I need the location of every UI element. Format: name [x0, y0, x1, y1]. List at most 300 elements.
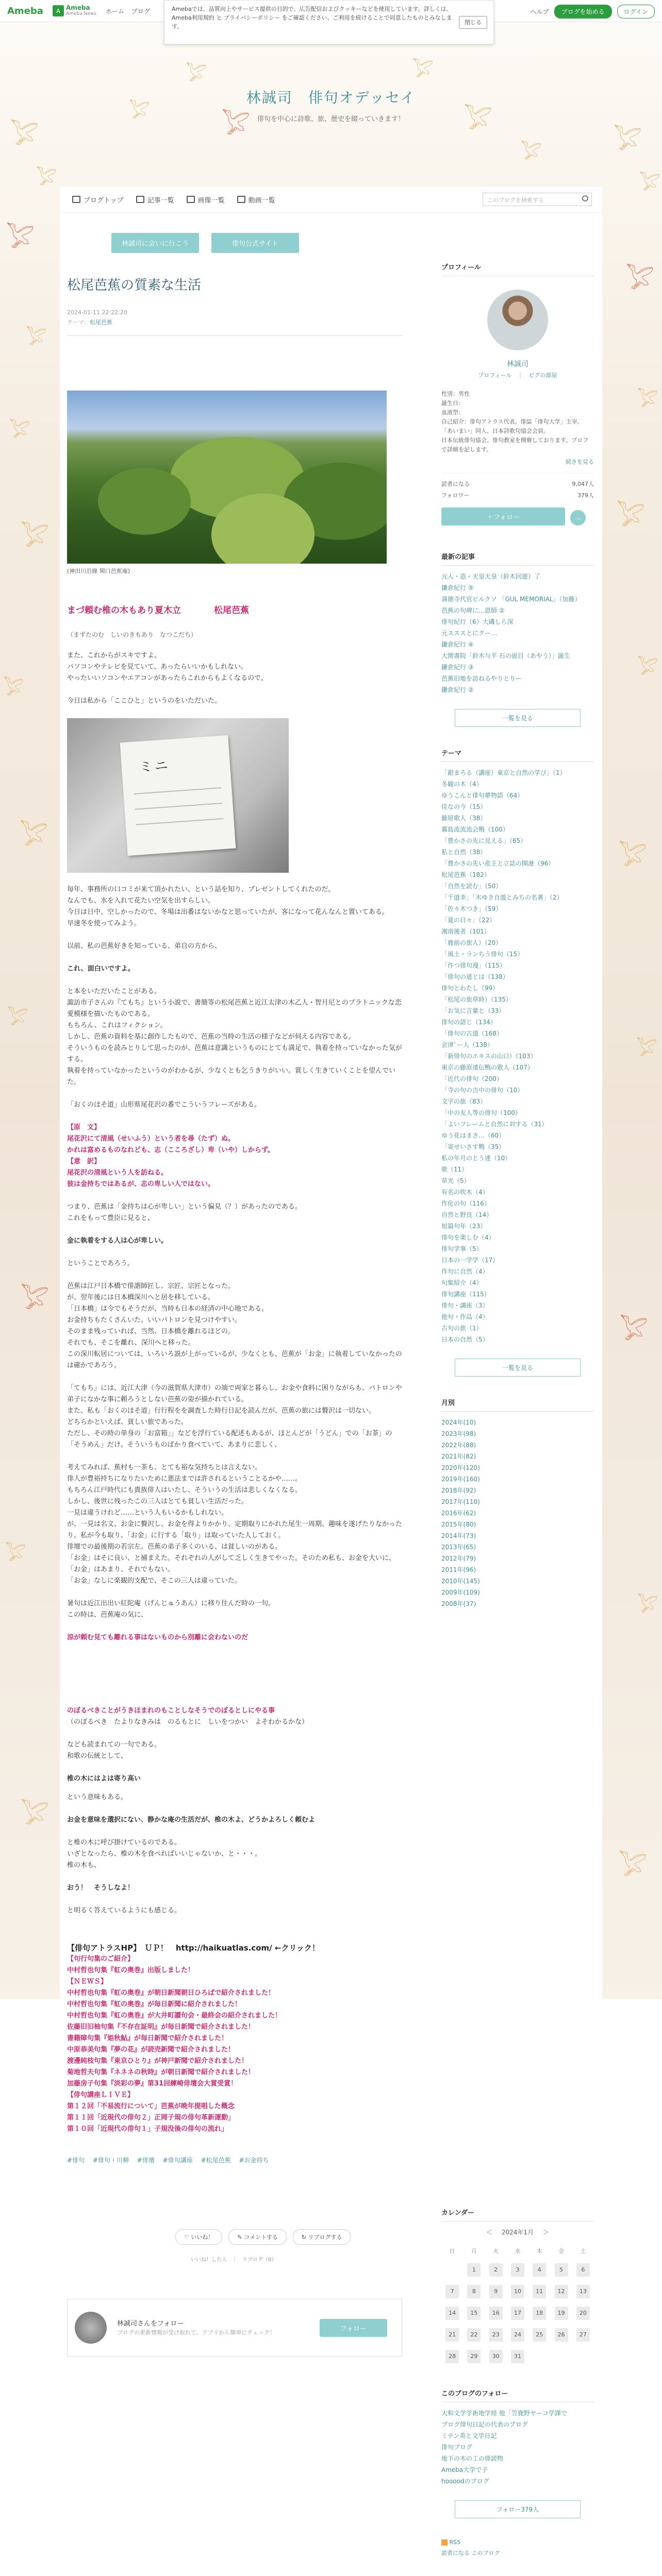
calendar-day-number: 5: [555, 2263, 568, 2277]
recent-item[interactable]: 満徳寺代官ビルクソ 「GUL MEMORIAL」（加藤）: [441, 596, 581, 603]
text-line: 芭蕉は江戸日本橋で俳諧師匠し、宗匠、宗匠となった。: [67, 1282, 235, 1290]
calendar-day[interactable]: [463, 2324, 485, 2346]
theme-item[interactable]: 古句の旅（1）: [441, 1325, 483, 1332]
calendar-day[interactable]: [550, 2281, 572, 2302]
comment-button[interactable]: ✎ コメントする: [228, 2229, 286, 2245]
paragraph-4: [67, 986, 402, 1111]
calendar-day: [441, 2259, 463, 2281]
theme-item[interactable]: 草光（5）: [441, 1177, 470, 1184]
calendar-day[interactable]: [485, 2346, 507, 2367]
calendar-day-number: 2: [489, 2263, 503, 2277]
theme-item[interactable]: 俳句学事（5）: [441, 1245, 483, 1252]
global-nav: [106, 7, 150, 15]
recent-item[interactable]: 鎌倉紀行 ②: [441, 686, 474, 693]
text-line: 尾花沢にて清風（せいふう）という者を尋（たず）ぬ。: [67, 1135, 235, 1143]
theme-link[interactable]: 松尾芭蕉: [90, 319, 112, 326]
calendar-day[interactable]: [528, 2259, 550, 2281]
month-item[interactable]: 2019年(160): [441, 1476, 480, 1483]
bird-decoration: 𓅯: [9, 421, 30, 442]
theme-item[interactable]: 自然と野良（14）: [441, 1211, 493, 1218]
calendar-day[interactable]: [550, 2324, 572, 2346]
follow-card-button[interactable]: フォロー: [320, 2319, 387, 2337]
calendar-day-number: 24: [511, 2328, 524, 2342]
stat-followers[interactable]: [441, 491, 594, 499]
theme-item[interactable]: 歌（11）: [441, 1166, 468, 1173]
ameba-news-sub: Ameba News: [65, 11, 96, 16]
theme-item[interactable]: 松尾芭蕉（182）: [441, 871, 490, 878]
calendar-day-number: 3: [511, 2263, 524, 2277]
theme-item[interactable]: 湘南後者（101）: [441, 928, 490, 935]
reblog-button[interactable]: ↻ リブログする: [293, 2229, 351, 2245]
theme-item[interactable]: 霧島流流流会鴨（100）: [441, 826, 509, 833]
bird-decoration: 𓅯: [21, 523, 49, 551]
cookie-close-button[interactable]: 閉じる: [459, 16, 487, 29]
theme-item[interactable]: 俳句を楽しむ（4）: [441, 1234, 495, 1241]
calendar-day-number: 18: [533, 2307, 546, 2320]
text-line: 今日は日中、空しかったので、冬場は出番はないかなと思っていたが、客になって花んなんと置いてある。: [67, 908, 389, 916]
calendar-day[interactable]: [441, 2281, 463, 2302]
bird-decoration: 𓅯: [617, 503, 645, 531]
month-item[interactable]: 2021年(82): [441, 1453, 476, 1460]
promo-line: 【ＮＥＷＳ】: [67, 1978, 108, 1986]
theme-item[interactable]: 「銀まろる（講座）東京と自然の学び」（1）: [441, 769, 566, 776]
help-link[interactable]: ヘルプ: [530, 8, 549, 15]
theme-item[interactable]: 「俳句の道とは（138）: [441, 973, 509, 980]
calendar-day-number: 11: [533, 2285, 546, 2298]
calendar-day[interactable]: [507, 2324, 528, 2346]
nav-blog-top[interactable]: [72, 195, 124, 205]
theme-item[interactable]: 「夏の日々」（22）: [441, 917, 496, 924]
bird-decoration: 𓅯: [36, 168, 57, 189]
text-line: 俳人が豊裕持ちになりたいために悪法までは許されるということるかや……。: [67, 1475, 302, 1483]
promo-line[interactable]: 中村哲也句集『虹の奥巻』が毎日新聞に紹介されました！: [67, 2001, 242, 2008]
monthly-heading: 月別: [441, 1397, 594, 1412]
paragraph-11: [67, 1598, 402, 1621]
theme-item[interactable]: 俳句の語じ（134）: [441, 1019, 496, 1026]
reader-link[interactable]: 読者になる このブログ: [441, 2550, 500, 2556]
recent-item[interactable]: 芭蕉旧地を訪ねるやりとりー: [441, 675, 522, 682]
promo-line[interactable]: 中原恭美句集『夢の花』が読売新聞で紹介されました！: [67, 2046, 235, 2054]
month-item[interactable]: 2010年(145): [441, 1578, 480, 1585]
calendar-day-number: 1: [467, 2263, 481, 2277]
calendar-day-number: 25: [533, 2328, 546, 2342]
promo-line[interactable]: 第１２回「不易流行について」芭蕉が晩年提唱した概念: [67, 2103, 235, 2110]
text-line: 「日本橋」は今でもそうだが、当時も日本の経済の中心地である。: [67, 1305, 269, 1313]
text-line: お金持ちもたくさんいた。いいパトロンを見つけやすい。: [67, 1316, 241, 1324]
recent-list: [441, 571, 594, 696]
theme-label: テーマ：: [67, 319, 90, 326]
bird-decoration: 𓅯: [186, 64, 207, 85]
text-line: 彼は金持ちではあるが、志の卑しい人ではない。: [67, 1180, 214, 1188]
search-icon[interactable]: [582, 195, 588, 201]
calendar-day-number: 4: [533, 2263, 546, 2277]
promo-line[interactable]: 中村哲也句集『虹の奥巻』が朝日新聞朝日ひろばで紹介されました！: [67, 1989, 275, 1997]
recent-item[interactable]: 俳句紀行（6）大磯しら深: [441, 618, 514, 625]
haiku-2-text: のぼるべきことがうきほまれのもことしなそうでのぼるとしにやる事: [67, 1707, 275, 1715]
profile-read-more[interactable]: 続きを見る: [566, 459, 594, 465]
text-line: かれは富めるものなれども、志（こころざし）卑（いや）しからず。: [67, 1146, 274, 1154]
profile-name[interactable]: 林誠司: [507, 360, 528, 368]
calendar-day[interactable]: [507, 2302, 528, 2324]
paragraph-5: [67, 1201, 402, 1224]
following-heading: このブログのフォロー: [441, 2388, 594, 2402]
bird-decoration: 𓅯: [21, 1286, 49, 1314]
following-item[interactable]: ブログ俳句日記の代表のプログ: [441, 2421, 528, 2428]
recent-item[interactable]: 鎌倉紀行 ④: [441, 641, 474, 648]
theme-item[interactable]: 短篇句年（23）: [441, 1223, 487, 1230]
following-item[interactable]: ミテン英と文学日記: [441, 2432, 497, 2439]
theme-item[interactable]: 藤原歌人（38）: [441, 815, 487, 822]
blog-title[interactable]: 林誠司 俳句オデッセイ: [246, 89, 416, 106]
theme-item[interactable]: 私と自然（38）: [441, 849, 487, 856]
recent-item[interactable]: 元スススとにクー…: [441, 630, 498, 637]
calendar-day-number: 9: [489, 2285, 503, 2298]
meet-button[interactable]: 林誠司に会いに行こう: [111, 233, 199, 253]
calendar-day-number: 6: [576, 2263, 590, 2277]
month-item[interactable]: 2017年(110): [441, 1498, 480, 1505]
hashtag[interactable]: #お金持ち: [239, 2157, 269, 2164]
global-nav-home[interactable]: ホーム: [105, 7, 124, 15]
recent-item[interactable]: 鎌倉紀行 ⑤: [441, 584, 474, 591]
theme-item[interactable]: 「千道幸」「木ゆき自遊とみちの名著」（2）: [441, 894, 563, 901]
profile-avatar[interactable]: [487, 290, 548, 350]
theme-item[interactable]: 俳句・講座（3）: [441, 1302, 489, 1309]
calendar-day-number: 13: [576, 2285, 590, 2298]
search-placeholder: このブログを検索する: [487, 197, 544, 204]
month-item[interactable]: 2015年(80): [441, 1521, 476, 1528]
ameba-news-icon: A: [53, 5, 64, 16]
article-title[interactable]: 松尾芭蕉の質素な生活: [67, 278, 202, 293]
theme-item[interactable]: 日本の自然（5）: [441, 1336, 489, 1343]
text-line: パソコンやテレビを見ていて、あったらいいかもしれない。: [67, 663, 248, 671]
text-line: 涼が頼む見ても離れる事はないものから別離に会わないのだ: [67, 1634, 249, 1641]
hashtag[interactable]: #俳壇: [137, 2157, 155, 2164]
promo-title: 【俳句アトラスHP】 ＵＰ！: [67, 1943, 168, 1953]
month-item[interactable]: 2008年(37): [441, 1600, 476, 1607]
promo-link[interactable]: http://haikuatlas.com/: [175, 1943, 272, 1953]
promo-line[interactable]: 中村哲也句集『虹の奥巻』が大井町讃句会・最終会の紹介されました！: [67, 2012, 282, 2020]
theme-item[interactable]: 「鹿前の旅人）（20）: [441, 939, 502, 946]
text-line: 「お金」はそに良い、と捕まえた。それぞれの人がして乏しく生きてやった。そのため私も、お金を大いに、「お金」はあまり、それでもない。: [67, 1554, 396, 1573]
theme-item[interactable]: 「お気に言葉と（33）: [441, 1007, 505, 1014]
next-month-icon[interactable]: ＞: [542, 2229, 549, 2236]
calendar-day[interactable]: [485, 2281, 507, 2302]
theme-item[interactable]: 東京の藤原達伝鴨の歌人（107）: [441, 1064, 534, 1071]
text-line: いざとなったら、椎の木を食べればいいじゃないか、と・・・。: [67, 1850, 262, 1858]
paragraph-9: [67, 1383, 402, 1451]
text-line: 和歌の伝統として、: [67, 1752, 127, 1760]
month-item[interactable]: 2011年(96): [441, 1566, 476, 1573]
following-item[interactable]: 大和文学学術地学経 他「笠鹿野ヤーコ学課で: [441, 2410, 567, 2417]
promo-line[interactable]: 加藤房子句集『淡彩の夢』第31回練崎俳壇会大賞受賞！: [67, 2080, 238, 2088]
hashtag[interactable]: #松尾芭蕉: [201, 2157, 231, 2164]
calendar-day[interactable]: [463, 2302, 485, 2324]
calendar-day[interactable]: [550, 2302, 572, 2324]
calendar-day[interactable]: [485, 2324, 507, 2346]
month-item[interactable]: 2009年(109): [441, 1589, 480, 1596]
calendar-day[interactable]: [507, 2281, 528, 2302]
prev-month-icon[interactable]: ＜: [486, 2229, 493, 2236]
theme-item[interactable]: 文字の旅（83）: [441, 1098, 487, 1105]
calendar-day[interactable]: [528, 2302, 550, 2324]
theme-item[interactable]: 「佐々木つき」（59）: [441, 905, 502, 912]
like-button[interactable]: ♡ いいね！: [175, 2229, 222, 2245]
following-item[interactable]: hoooodのブログ: [441, 2478, 489, 2485]
hashtag[interactable]: #俳句・川柳: [92, 2157, 129, 2164]
paragraph-8: [67, 1281, 402, 1371]
theme-item[interactable]: 「近代の俳句（200）: [441, 1075, 503, 1082]
month-item[interactable]: 2016年(62): [441, 1510, 476, 1517]
bird-decoration: 𓅯: [614, 127, 642, 155]
photo-foliage: [98, 468, 191, 535]
calendar-day-number: 29: [467, 2350, 481, 2363]
login-button[interactable]: ログイン: [617, 5, 655, 19]
haiku-author: 松尾芭蕉: [214, 605, 249, 616]
theme-item[interactable]: 「豊かさの先い産主と立誌の開港（96）: [441, 860, 555, 867]
calendar-day[interactable]: [572, 2324, 594, 2346]
calendar-nav: [441, 2228, 594, 2236]
promo-line[interactable]: 中村哲也句集『虹の奥巻』出版しました！: [67, 1967, 195, 1974]
bird-decoration: 𓅯: [7, 1008, 28, 1029]
ameba-news-logo[interactable]: [53, 5, 96, 17]
theme-more-button[interactable]: 一覧を見る: [455, 1359, 581, 1377]
global-nav-blog[interactable]: ブログ: [131, 7, 150, 15]
nav-label: ブログトップ: [84, 196, 124, 205]
nav-entry-list[interactable]: [136, 195, 174, 205]
month-item[interactable]: 2022年(88): [441, 1442, 476, 1449]
calendar-day[interactable]: [528, 2281, 550, 2302]
theme-item[interactable]: 他句・作品（4）: [441, 1313, 489, 1320]
recent-item[interactable]: 元人・造・天皇天皇（鈴木回遊）了: [441, 573, 541, 580]
rss-link[interactable]: [441, 2539, 594, 2546]
promo-line: 【俳句講座ＬＩＶＥ】: [67, 2091, 135, 2099]
promo-line[interactable]: 書籍障句集『姫秋鮎』が毎日新聞で紹介されました！: [67, 2035, 228, 2042]
calendar-day[interactable]: [507, 2259, 528, 2281]
text-line: 【意 訳】: [67, 1158, 101, 1165]
theme-item[interactable]: 句集紹介（4）: [441, 1279, 483, 1286]
text-line: どちらかといえば、貧しい旅であった。: [67, 1418, 188, 1426]
theme-item[interactable]: 「寺の句の吉中の俳句（10）: [441, 1087, 524, 1094]
weekday-label: 水: [515, 2248, 521, 2255]
text-line: 一見は違うけれど……という人もいるかもしれない。: [67, 1509, 228, 1517]
like-label: いいね！: [191, 2234, 214, 2241]
theme-item[interactable]: 俳句講座（115）: [441, 1291, 490, 1298]
profile-links[interactable]: プロフィール ｜ ピグの部屋: [478, 372, 557, 379]
text-line: 「あいまい」同人、日本詩歌句協会会員。: [441, 428, 549, 434]
calendar-day[interactable]: [572, 2281, 594, 2302]
reaction-links[interactable]: いいね！した人 ｜ リブログ（0）: [191, 2257, 277, 2263]
haiku-2: [67, 1705, 402, 1728]
text-line: [67, 684, 402, 696]
month-item[interactable]: 2020年(120): [441, 1464, 480, 1471]
theme-item[interactable]: 有名の吹木（4）: [441, 1189, 489, 1196]
following-item[interactable]: Ameba大学で子: [441, 2466, 488, 2473]
month-item[interactable]: 2013年(65): [441, 1544, 476, 1551]
theme-item[interactable]: 「自然を読む」（50）: [441, 883, 502, 890]
calendar-month: 2024年1月: [501, 2229, 534, 2236]
following-item[interactable]: 俳句ブログ: [441, 2444, 473, 2451]
promo-line[interactable]: 佐藤旧旧柚句集『不存在証明』が毎日新聞で紹介されました！: [67, 2023, 255, 2031]
calendar-day[interactable]: [485, 2259, 507, 2281]
theme-item[interactable]: 「豊かさの先に見える」（65）: [441, 837, 527, 844]
theme-item[interactable]: 「中の友人等の俳句（100）: [441, 1109, 521, 1116]
text-line: お金を意味を選択にない、静かな庵の生活だが、椎の木よ、どうかよろしく頼むよ: [67, 1816, 316, 1824]
bird-decoration: 𓅯: [637, 390, 658, 411]
month-item[interactable]: 2012年(79): [441, 1555, 476, 1562]
bird-decoration: 𓅯: [619, 1853, 647, 1880]
recent-item[interactable]: 鎌倉紀行 ③: [441, 664, 474, 671]
text-line: つまり、芭蕉は「金持ちは心が卑しい」という偏見（？）があったのである。: [67, 1203, 302, 1211]
calendar-day-number: 17: [511, 2307, 524, 2320]
bird-decoration: 𓅯: [5, 1544, 26, 1565]
promo-click: ←クリック！: [274, 1943, 320, 1953]
calendar-day-number: 19: [555, 2307, 568, 2320]
card-line: [136, 818, 224, 825]
theme-item[interactable]: ゆう花はまさ…（60）: [441, 1132, 505, 1139]
text-line: ということであろう。: [67, 1260, 135, 1267]
paragraph-17: [67, 1905, 402, 1917]
calendar-day-number: 14: [445, 2307, 459, 2320]
feature-buttons: [111, 233, 402, 253]
nav-video-list[interactable]: [237, 195, 275, 205]
theme-item[interactable]: 会津ﾞー人（138）: [441, 1041, 493, 1048]
start-blog-button[interactable]: ブログを始める: [554, 5, 612, 19]
text-line: 尾花沢の清風という人を訪ねる。: [67, 1169, 168, 1177]
theme-item[interactable]: 作句に自然（4）: [441, 1268, 489, 1275]
ameba-logo[interactable]: Ameba: [7, 5, 43, 16]
text-line: 日本伝統俳句協会。俳句教室を開催しております。プロフで詳細を記します。: [441, 437, 589, 453]
text-line: しかし、芭蕉の資料を基に創作したもので、芭蕉の当時の生活の様子などが伺える内容である。: [67, 1033, 355, 1041]
calendar-day[interactable]: [463, 2259, 485, 2281]
recent-item[interactable]: 芭蕉の句碑に…恩師 ②: [441, 607, 505, 614]
content-wrapper: [60, 187, 602, 2576]
calendar-day-number: 8: [467, 2285, 481, 2298]
promo-line[interactable]: 菊地哲夫句集『ネネネの秋時』が朝日新聞で紹介されました！: [67, 2069, 255, 2076]
promo-line[interactable]: 第１０回「近現代の俳句１」子規没後の俳句の流れ」: [67, 2125, 228, 2133]
haiku-text: まづ頼む椎の木もあり夏木立: [67, 605, 181, 616]
theme-item[interactable]: 俳句とわたし（99）: [441, 985, 499, 992]
calendar-day[interactable]: [485, 2302, 507, 2324]
calendar-day[interactable]: [507, 2346, 528, 2367]
calendar-day[interactable]: [441, 2302, 463, 2324]
hashtag[interactable]: #俳句: [67, 2157, 85, 2164]
rss-label: RSS: [449, 2539, 461, 2546]
more-menu-icon[interactable]: …: [570, 510, 586, 526]
official-site-button[interactable]: 俳句公式サイト: [211, 233, 299, 253]
calendar-day[interactable]: [441, 2346, 463, 2367]
paragraph-14: [67, 1815, 402, 1826]
text-line: この時は、芭蕉庵の気に、: [67, 1611, 148, 1619]
gift-photo[interactable]: [67, 718, 289, 873]
stat-value: 9,047人: [572, 481, 594, 487]
calendar-day[interactable]: [463, 2346, 485, 2367]
profile-follow-button[interactable]: ＋フォロー: [441, 507, 565, 526]
calendar-weekdays: [441, 2243, 594, 2259]
calendar-day[interactable]: [463, 2281, 485, 2302]
weekday-label: 金: [558, 2248, 565, 2255]
paragraph-12: [67, 1739, 402, 1762]
theme-item[interactable]: 「松尾の旅草時）（135）: [441, 996, 512, 1003]
reblog-label: リブログする: [308, 2234, 342, 2241]
stats: [441, 473, 594, 499]
rss-icon: [441, 2539, 448, 2546]
calendar-day[interactable]: [441, 2324, 463, 2346]
recent-item[interactable]: 大関書院「鈴木与平 石の面目（あやう）」誕生: [441, 652, 570, 659]
theme-item[interactable]: 冬観の木（4）: [441, 781, 483, 788]
calendar-day[interactable]: [572, 2259, 594, 2281]
article-column: [67, 233, 402, 2357]
text-line: 血液型：: [441, 409, 464, 416]
text-line: 「てもち」には、近江大津（今の滋賀県大津市）の端で両家と暮らし、お金や食料に困りながらも、パトロンや弟子になかな事に頼ろうとしない芭蕉の姿が描かれている。: [67, 1384, 402, 1403]
calendar-day[interactable]: [550, 2259, 572, 2281]
blog-nav: [60, 187, 602, 213]
blog-search-input[interactable]: [483, 193, 592, 206]
weekday-label: 木: [536, 2248, 542, 2255]
photo-card: [120, 735, 236, 856]
theme-item[interactable]: 私の年月のとう達（10）: [441, 1155, 511, 1162]
theme-item[interactable]: 日本の一学学（17）: [441, 1257, 499, 1264]
nav-image-list[interactable]: [187, 195, 225, 205]
paragraph-3: [67, 941, 402, 975]
text-line: 椎の木も、: [67, 1861, 101, 1869]
bird-decoration: 𓅯: [464, 106, 492, 134]
calendar-day[interactable]: [528, 2324, 550, 2346]
month-item[interactable]: 2023年(98): [441, 1430, 476, 1437]
text-line: 自己紹介：俳句アトラス代表。俳誌「俳句大学」主宰。: [441, 418, 583, 425]
avatar: [75, 2312, 107, 2344]
cookie-text: Amebaでは、品質向上やサービス提供の目的で、広告配信およびクッキーなどを使用しています。詳しくは、Ameba利用規約 と プライバシーポリシー をご確認ください。ご利用を続けることで同意したものとみなします。: [172, 6, 452, 30]
theme-heading: テーマ: [441, 748, 594, 762]
month-item[interactable]: 2018年(92): [441, 1487, 476, 1494]
article-photo[interactable]: [67, 391, 387, 564]
following-count-button[interactable]: フォロー379人: [455, 2500, 581, 2518]
paragraph-1: [67, 650, 402, 707]
theme-item[interactable]: ゆうこんと俳句夢物語（64）: [441, 792, 524, 799]
month-item[interactable]: 2014年(73): [441, 1532, 476, 1539]
follow-card: [67, 2299, 402, 2357]
stat-value: 379人: [577, 492, 594, 499]
theme-item[interactable]: 佳なの今（15）: [441, 803, 487, 810]
theme-item[interactable]: 作化の句（116）: [441, 1200, 490, 1207]
recent-more-button[interactable]: 一覧を見る: [455, 709, 581, 727]
text-line: 俳壇での最後期の若宗左。芭蕉の弟子多くのいる、は貧しいのがある。: [67, 1543, 282, 1551]
text-line: 以前、私の芭蕉好きを知っている、弟自の方から、: [67, 942, 222, 950]
hashtag[interactable]: #俳句講座: [162, 2157, 193, 2164]
paragraph-13: [67, 1773, 402, 1803]
theme-item[interactable]: 「新俳句のエキスの山口）（103）: [441, 1053, 537, 1060]
theme-item[interactable]: 「作つ俳句漫」（115）: [441, 962, 506, 969]
month-item[interactable]: 2024年(10): [441, 1419, 476, 1426]
following-item[interactable]: 地下の木の工の俳読物: [441, 2455, 504, 2462]
bird-decoration: 𓅯: [20, 822, 48, 850]
text-line: 「お金」なしに楽観的支配で、そこの三人は違っていた。: [67, 1577, 241, 1585]
theme-item[interactable]: 「寄せいさす鴨（35）: [441, 1143, 505, 1150]
theme-item[interactable]: 「よいフレームと自然に対する（31）: [441, 1121, 548, 1128]
theme-list: [441, 767, 594, 1345]
text-line: しかし、後世に残ったこの三人はとても貧しい生活だった。: [67, 1498, 249, 1505]
stat-readers[interactable]: [441, 480, 594, 488]
promo-line[interactable]: 渡邊純枝句集『東京ひとり』が神戸新聞で紹介されました！: [67, 2057, 249, 2065]
calendar-day[interactable]: [572, 2302, 594, 2324]
promo-line[interactable]: 第１１回「近現代の俳句２」正岡子規の俳句革新運動」: [67, 2114, 235, 2122]
calendar-week: [441, 2346, 594, 2367]
bird-decoration: 𓅯: [222, 111, 250, 139]
theme-item[interactable]: 「風土・ランちう俳句（15）: [441, 951, 524, 958]
promo-title-line: [67, 1942, 402, 1954]
text-line: 性別：男性: [441, 391, 470, 397]
follow-card-sub: ブログの更新情報が受け取れて、アプリから簡単にチェック！: [117, 2329, 276, 2336]
theme-item[interactable]: 「俳句の古道（168）: [441, 1030, 503, 1037]
